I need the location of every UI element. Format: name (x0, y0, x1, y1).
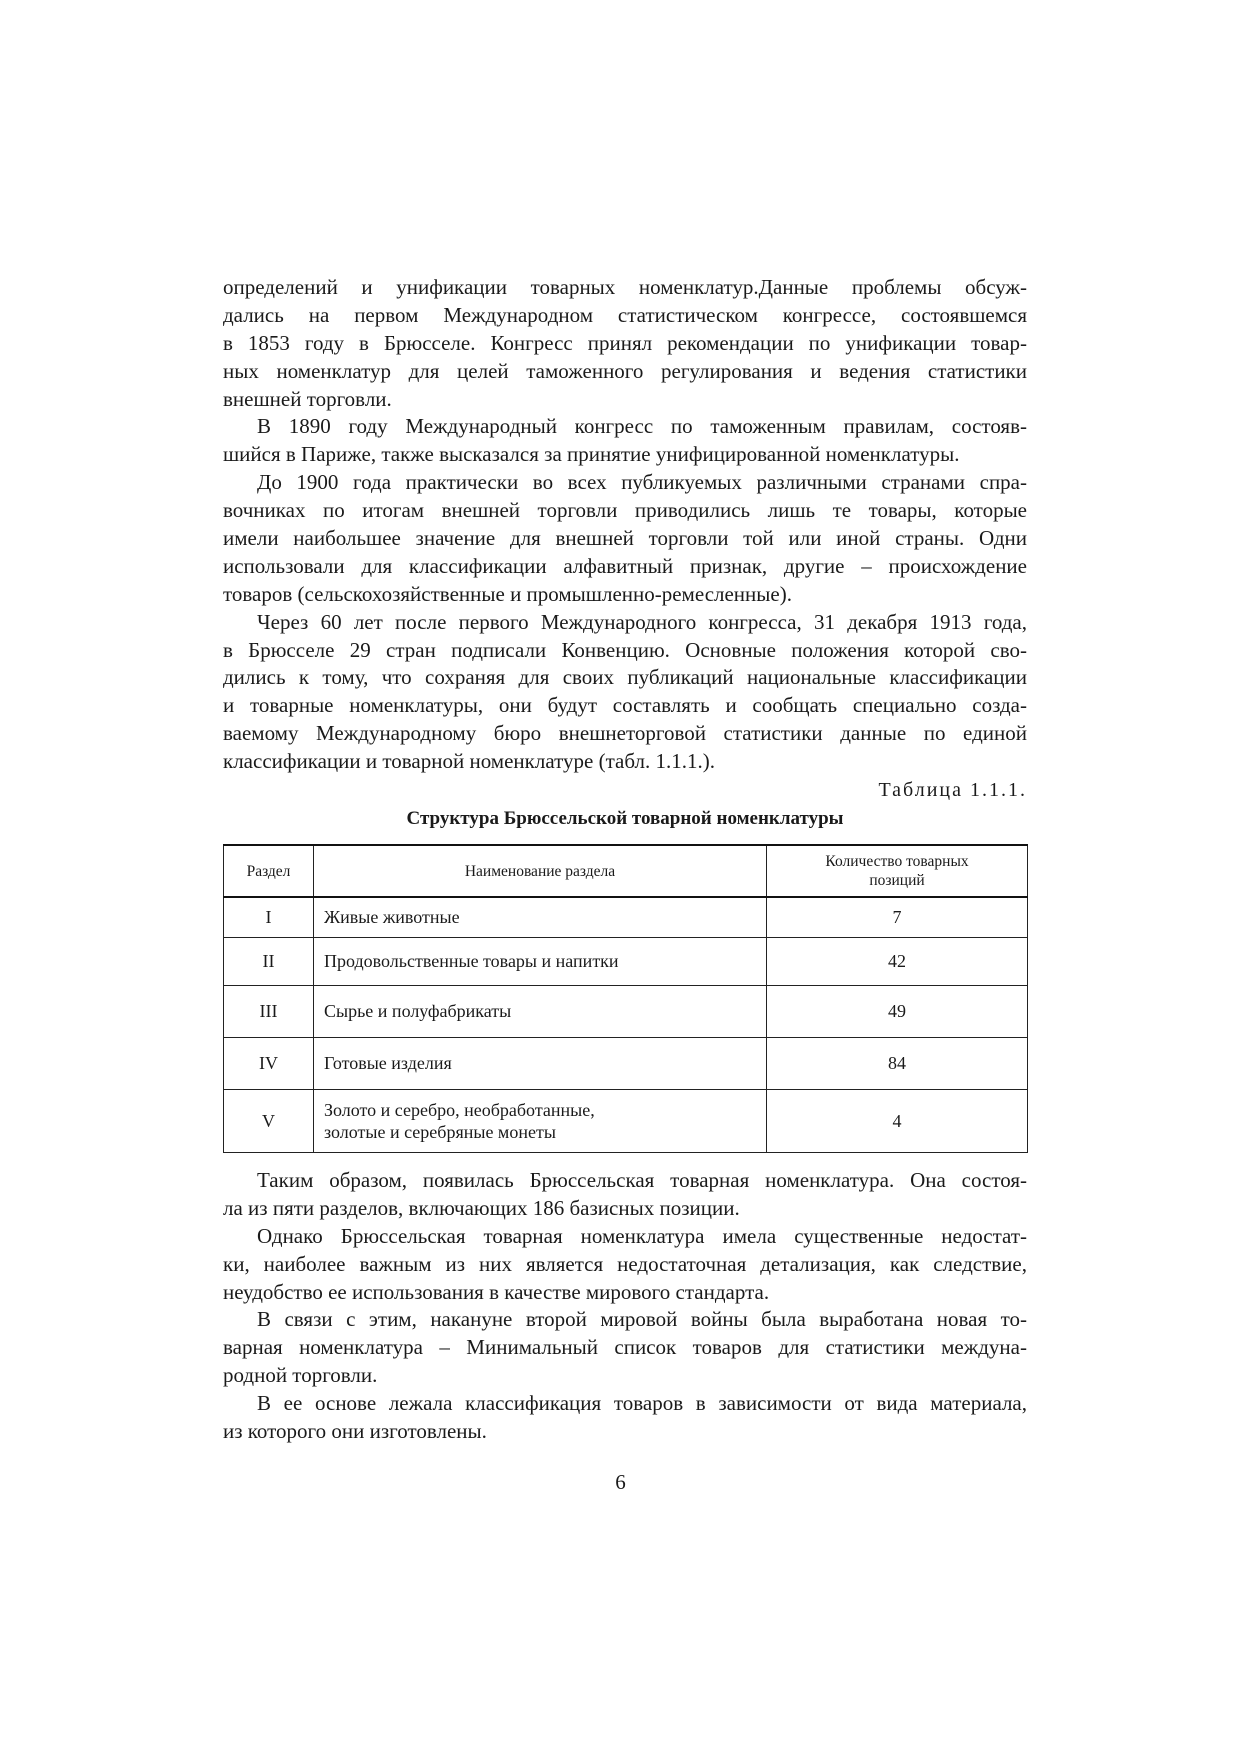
table-row (224, 985, 1028, 1037)
body-text-top (223, 274, 1027, 776)
cell-section: IV (224, 1037, 314, 1089)
text-line: в Брюсселе 29 стран подписали Конвенцию. Основные положения которой сво- (223, 637, 1027, 662)
text-line: в 1853 году в Брюсселе. Конгресс принял рекомендации по унификации товар- (223, 330, 1027, 355)
text-line: ваемому Международному бюро внешнеторговой статистики данные по единой (223, 721, 1027, 746)
text-line: Таким образом, появилась Брюссельская товарная номенклатура. Она состоя- (257, 1168, 1027, 1192)
table-row (224, 1037, 1028, 1089)
page-number: 6 (615, 1470, 626, 1494)
cell-count: 42 (767, 937, 1028, 985)
header-name: Наименование раздела (314, 845, 767, 897)
header-count: Количество товарных позиций (767, 845, 1028, 897)
body-text-bottom (223, 1167, 1027, 1446)
text-line: определений и унификации товарных номенклатур.Данные проблемы обсуж- (223, 275, 1027, 299)
text-line: родной торговли. (223, 1363, 378, 1388)
text-line: В связи с этим, накануне второй мировой войны была выработана новая то- (257, 1307, 1027, 1332)
table-row (224, 897, 1028, 937)
cell-section: V (224, 1089, 314, 1152)
text-line: имели наибольшее значение для внешней торговли той или иной страны. Одни (223, 526, 1027, 551)
cell-count: 7 (767, 897, 1028, 937)
text-line: До 1900 года практически во всех публикуемых различными странами спра- (257, 470, 1027, 495)
cell-name: Продовольственные товары и напитки (314, 937, 767, 985)
text-line: использовали для классификации алфавитный признак, другие – происхождение (223, 553, 1027, 578)
text-line: В 1890 году Международный конгресс по таможенным правилам, состояв- (257, 414, 1027, 439)
table-title: Структура Брюссельской товарной номенклатуры (406, 808, 844, 829)
text-line: внешней торговли. (223, 386, 392, 411)
paragraph (223, 1390, 1027, 1446)
text-line: варная номенклатура – Минимальный список товаров для статистики междуна- (223, 1335, 1027, 1360)
table-row (224, 937, 1028, 985)
text-line: Однако Брюссельская товарная номенклатура имела существенные недостат- (257, 1223, 1027, 1248)
cell-name: Сырье и полуфабрикаты (314, 985, 767, 1037)
table-row (224, 1089, 1028, 1152)
paragraph (223, 469, 1027, 608)
cell-section: I (224, 897, 314, 937)
text-line: Через 60 лет после первого Международного конгресса, 31 декабря 1913 года, (257, 609, 1027, 634)
cell-name (314, 1089, 767, 1152)
cell-count: 84 (767, 1037, 1028, 1089)
text-line: ки, наиболее важным из них является недостаточная детализация, как следствие, (223, 1251, 1027, 1276)
paragraph (223, 1167, 1027, 1223)
text-line: и товарные номенклатуры, они будут составлять и сообщать специально созда- (223, 693, 1027, 718)
text-line: ла из пяти разделов, включающих 186 базисных позиции. (223, 1195, 740, 1220)
cell-name-line: Золото и серебро, необработанные, (324, 1099, 595, 1120)
text-line: ных номенклатур для целей таможенного регулирования и ведения статистики (223, 358, 1027, 383)
nomenclature-table (223, 844, 1028, 1153)
paragraph (223, 274, 1027, 413)
paragraph (223, 1223, 1027, 1307)
cell-section: III (224, 985, 314, 1037)
paragraph (223, 413, 1027, 469)
cell-count: 4 (767, 1089, 1028, 1152)
text-line: дились к тому, что сохраняя для своих публикаций национальные классификации (223, 665, 1027, 690)
text-line: классификации и товарной номенклатуре (табл. 1.1.1.). (223, 749, 715, 774)
cell-name: Готовые изделия (314, 1037, 767, 1089)
text-line: неудобство ее использования в качестве мирового стандарта. (223, 1279, 770, 1304)
text-line: шийся в Париже, также высказался за принятие унифицированной номенклатуры. (223, 442, 960, 467)
paragraph (223, 1306, 1027, 1390)
cell-name-line: золотые и серебряные монеты (324, 1121, 556, 1142)
table-header-row (224, 845, 1028, 897)
header-section: Раздел (224, 845, 314, 897)
cell-name: Живые животные (314, 897, 767, 937)
text-line: товаров (сельскохозяйственные и промышленно-ремесленные). (223, 581, 792, 606)
text-line: дались на первом Международном статистическом конгрессе, состоявшемся (223, 302, 1027, 327)
cell-count: 49 (767, 985, 1028, 1037)
text-line: из которого они изготовлены. (223, 1419, 487, 1444)
table-label: Таблица 1.1.1. (878, 779, 1027, 801)
paragraph (223, 609, 1027, 776)
text-line: вочниках по итогам внешней торговли приводились лишь те товары, которые (223, 498, 1027, 523)
cell-section: II (224, 937, 314, 985)
text-line: В ее основе лежала классификация товаров в зависимости от вида материала, (257, 1391, 1027, 1416)
